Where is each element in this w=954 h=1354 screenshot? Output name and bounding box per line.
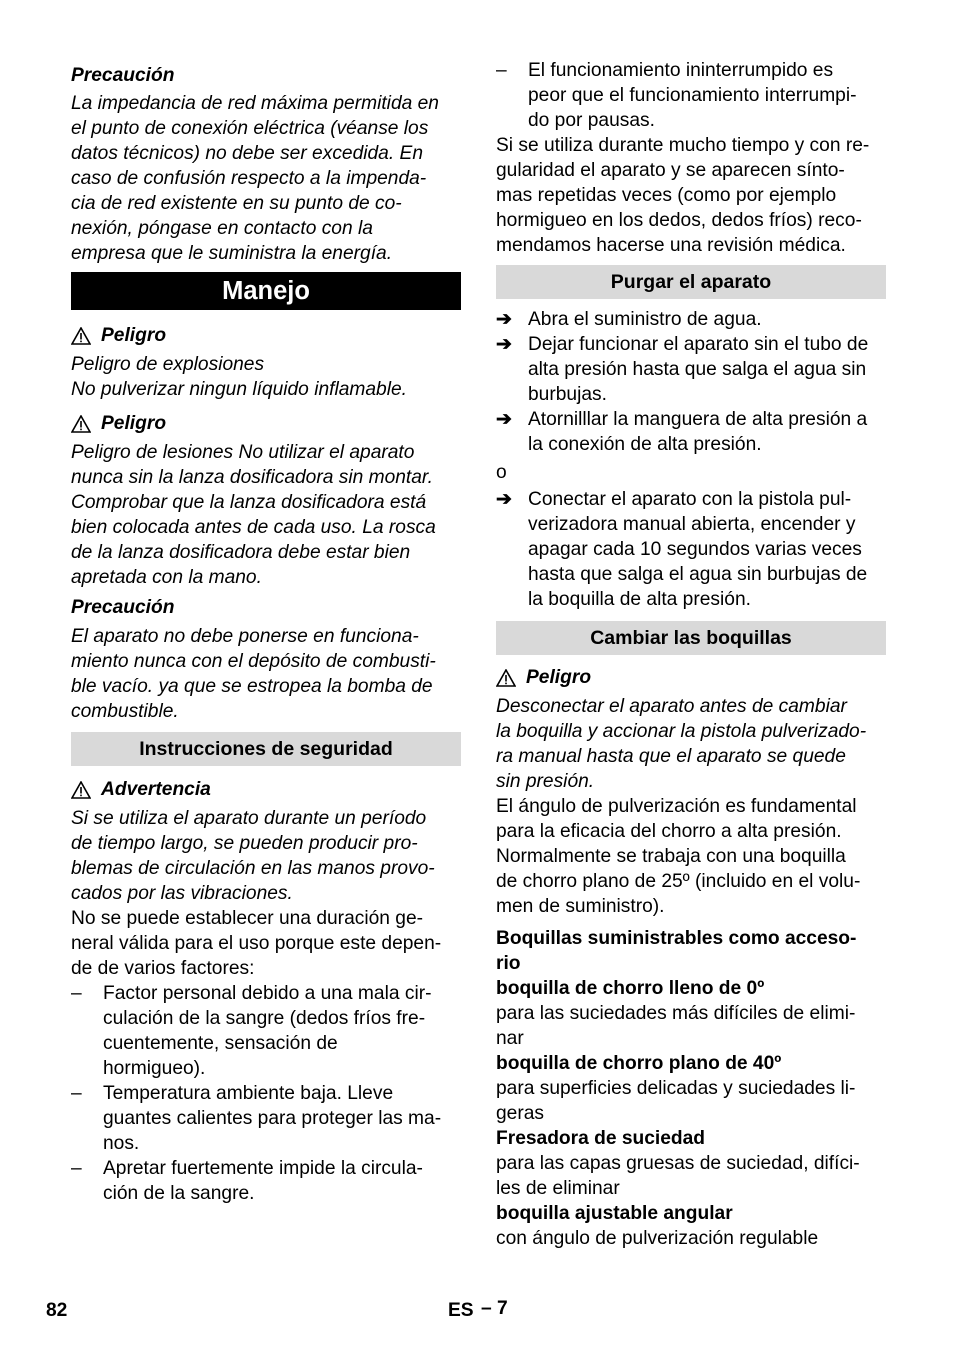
danger-heading bbox=[71, 323, 461, 348]
text-line: gularidad el aparato y se aparecen sínto- bbox=[496, 160, 845, 181]
warning-triangle-icon bbox=[71, 327, 91, 345]
dash-item bbox=[71, 1081, 461, 1156]
arrow-icon: ➔ bbox=[496, 409, 513, 430]
section-title-purge: Purgar el aparato bbox=[496, 265, 886, 299]
text-line: blemas de circulación en las manos provo- bbox=[71, 858, 435, 879]
text-line: Peligro de lesiones No utilizar el aparato bbox=[71, 442, 415, 463]
dash-marker: – bbox=[71, 983, 82, 1004]
warning-triangle-icon bbox=[496, 669, 516, 687]
text-line: les de eliminar bbox=[496, 1178, 620, 1199]
text-line: hormigueo). bbox=[103, 1058, 206, 1079]
arrow-list bbox=[496, 487, 886, 612]
text-line: cuentemente, sensación de bbox=[103, 1033, 338, 1054]
accessory-name: boquilla ajustable angular bbox=[496, 1203, 733, 1224]
dash-item-text bbox=[103, 981, 432, 1081]
text-line: caso de confusión respecto a la impenda- bbox=[71, 168, 427, 189]
warning-triangle-icon bbox=[71, 415, 91, 433]
dash-item bbox=[71, 1156, 461, 1206]
text-line: apagar cada 10 segundos varias veces bbox=[528, 539, 862, 560]
text-line: nexión, póngase en contacto con la bbox=[71, 218, 373, 239]
text-line: ción de la sangre. bbox=[103, 1183, 255, 1204]
dash-item-text bbox=[103, 1156, 423, 1206]
or-separator: o bbox=[496, 462, 507, 483]
arrow-item bbox=[496, 307, 886, 332]
warning-heading-label: Advertencia bbox=[101, 779, 211, 800]
page-number: 82 bbox=[46, 1300, 68, 1321]
text-line: alta presión hasta que salga el agua sin bbox=[528, 359, 867, 380]
warning-heading bbox=[71, 777, 461, 802]
text-line: bien colocada antes de cada uso. La rosca bbox=[71, 517, 436, 538]
text-line: hormigueo en los dedos, dedos fríos) reco- bbox=[496, 210, 862, 231]
text-line: combustible. bbox=[71, 701, 179, 722]
dash-item bbox=[71, 981, 461, 1081]
left-column bbox=[71, 58, 461, 1206]
danger-text bbox=[496, 694, 886, 794]
language-code: ES bbox=[448, 1300, 474, 1321]
dash-marker: – bbox=[71, 1158, 82, 1179]
danger-heading-label: Peligro bbox=[101, 325, 167, 346]
text-line: miento nunca con el depósito de combusti- bbox=[71, 651, 436, 672]
caution-text bbox=[71, 91, 461, 266]
text-line: Desconectar el aparato antes de cambiar bbox=[496, 696, 847, 717]
text-line: sin presión. bbox=[496, 771, 595, 792]
text-line: Atornilllar la manguera de alta presión a bbox=[528, 409, 868, 430]
text-line: de tiempo largo, se pueden producir pro- bbox=[71, 833, 418, 854]
text-line: culación de la sangre (dedos fríos fre- bbox=[103, 1008, 426, 1029]
text-line: Boquillas suministrables como acceso- bbox=[496, 928, 857, 949]
text-line: cia de red existente en su punto de co- bbox=[71, 193, 402, 214]
text-line: El funcionamiento ininterrumpido es bbox=[528, 60, 834, 81]
accessory-description bbox=[496, 1151, 886, 1201]
text-line: Temperatura ambiente baja. Lleve bbox=[103, 1083, 394, 1104]
caution-heading: Precaución bbox=[71, 65, 175, 86]
accessory-description bbox=[496, 1001, 886, 1051]
arrow-item bbox=[496, 487, 886, 612]
text-line: El ángulo de pulverización es fundamental bbox=[496, 796, 857, 817]
dash-item bbox=[496, 58, 886, 133]
text-line: men de suministro). bbox=[496, 896, 665, 917]
dash-marker: – bbox=[71, 1083, 82, 1104]
text-line: peor que el funcionamiento interrumpi- bbox=[528, 85, 857, 106]
accessory-name: Fresadora de suciedad bbox=[496, 1128, 706, 1149]
dash-list bbox=[71, 981, 461, 1206]
text-line: guantes calientes para proteger las ma- bbox=[103, 1108, 442, 1129]
arrow-icon: ➔ bbox=[496, 309, 513, 330]
section-title-manejo: Manejo bbox=[71, 272, 461, 310]
text-line: Peligro de explosiones bbox=[71, 354, 265, 375]
danger-heading bbox=[496, 665, 886, 690]
text-line: No se puede establecer una duración ge- bbox=[71, 908, 424, 929]
text-line: ble vacío. ya que se estropea la bomba de bbox=[71, 676, 433, 697]
text-line: Si se utiliza durante mucho tiempo y con re- bbox=[496, 135, 870, 156]
text-line: con ángulo de pulverización regulable bbox=[496, 1228, 819, 1249]
accessory-name: boquilla de chorro lleno de 0º bbox=[496, 978, 765, 999]
text-line: hasta que salga el agua sin burbujas de bbox=[528, 564, 868, 585]
arrow-item-text bbox=[528, 487, 867, 612]
text-line: apretada con la mano. bbox=[71, 567, 262, 588]
dash-item-text bbox=[528, 58, 857, 133]
text-line: datos técnicos) no debe ser excedida. En bbox=[71, 143, 423, 164]
accessory-list bbox=[496, 976, 886, 1251]
section-title-nozzles: Cambiar las boquillas bbox=[496, 621, 886, 655]
text-line: mendamos hacerse una revisión médica. bbox=[496, 235, 846, 256]
text-line: nos. bbox=[103, 1133, 140, 1154]
dash-item-text bbox=[103, 1081, 441, 1156]
right-column bbox=[496, 58, 886, 1251]
accessory-description bbox=[496, 1226, 886, 1251]
text-line: nar bbox=[496, 1028, 524, 1049]
text-line: do por pausas. bbox=[528, 110, 655, 131]
text-line: Apretar fuertemente impide la circula- bbox=[103, 1158, 423, 1179]
arrow-item-text bbox=[528, 307, 762, 332]
text-line: geras bbox=[496, 1103, 544, 1124]
text-line: Si se utiliza el aparato durante un período bbox=[71, 808, 427, 829]
text-line: la boquilla y accionar la pistola pulverizado- bbox=[496, 721, 867, 742]
text-line: Normalmente se trabaja con una boquilla bbox=[496, 846, 846, 867]
danger-heading-label: Peligro bbox=[526, 667, 592, 688]
text-line: Comprobar que la lanza dosificadora está bbox=[71, 492, 427, 513]
text-line: de la lanza dosificadora debe estar bien bbox=[71, 542, 411, 563]
text-line: La impedancia de red máxima permitida en bbox=[71, 93, 439, 114]
sub-page-number: – 7 bbox=[481, 1298, 508, 1319]
danger-text bbox=[71, 352, 461, 402]
text-line: nunca sin la lanza dosificadora sin montar. bbox=[71, 467, 433, 488]
danger-heading bbox=[71, 411, 461, 436]
section-title-safety: Instrucciones de seguridad bbox=[71, 732, 461, 766]
text-line: para la eficacia del chorro a alta presión. bbox=[496, 821, 842, 842]
body-paragraph bbox=[496, 133, 886, 258]
arrow-item bbox=[496, 332, 886, 407]
text-line: para las capas gruesas de suciedad, difíci- bbox=[496, 1153, 860, 1174]
text-line: Conectar el aparato con la pistola pul- bbox=[528, 489, 852, 510]
arrow-icon: ➔ bbox=[496, 334, 513, 355]
text-line: el punto de conexión eléctrica (véanse los bbox=[71, 118, 429, 139]
text-line: de chorro plano de 25º (incluido en el volu- bbox=[496, 871, 861, 892]
text-line: El aparato no debe ponerse en funciona- bbox=[71, 626, 419, 647]
caution-text bbox=[71, 624, 461, 724]
text-line: la boquilla de alta presión. bbox=[528, 589, 751, 610]
arrow-icon: ➔ bbox=[496, 489, 513, 510]
accessory-name: boquilla de chorro plano de 40º bbox=[496, 1053, 782, 1074]
text-line: verizadora manual abierta, encender y bbox=[528, 514, 856, 535]
arrow-item bbox=[496, 407, 886, 457]
arrow-list bbox=[496, 307, 886, 457]
text-line: neral válida para el uso porque este depen- bbox=[71, 933, 442, 954]
body-paragraph bbox=[496, 794, 886, 919]
text-line: burbujas. bbox=[528, 384, 607, 405]
text-line: empresa que le suministra la energía. bbox=[71, 243, 393, 264]
text-line: Dejar funcionar el aparato sin el tubo de bbox=[528, 334, 869, 355]
dash-marker: – bbox=[496, 60, 507, 81]
text-line: Factor personal debido a una mala cir- bbox=[103, 983, 432, 1004]
text-line: rio bbox=[496, 953, 521, 974]
text-line: de de varios factores: bbox=[71, 958, 255, 979]
text-line: para superficies delicadas y suciedades li- bbox=[496, 1078, 856, 1099]
arrow-item-text bbox=[528, 332, 868, 407]
danger-heading-label: Peligro bbox=[101, 413, 167, 434]
text-line: cados por las vibraciones. bbox=[71, 883, 293, 904]
arrow-item-text bbox=[528, 407, 867, 457]
warning-triangle-icon bbox=[71, 781, 91, 799]
text-line: mas repetidas veces (como por ejemplo bbox=[496, 185, 837, 206]
text-line: ra manual hasta que el aparato se quede bbox=[496, 746, 846, 767]
text-line: la conexión de alta presión. bbox=[528, 434, 762, 455]
accessories-heading bbox=[496, 926, 886, 976]
danger-text bbox=[71, 440, 461, 590]
text-line: para las suciedades más difíciles de elimi- bbox=[496, 1003, 856, 1024]
warning-text bbox=[71, 806, 461, 906]
text-line: No pulverizar ningun líquido inflamable. bbox=[71, 379, 407, 400]
text-line: Abra el suministro de agua. bbox=[528, 309, 762, 330]
accessory-description bbox=[496, 1076, 886, 1126]
caution-heading: Precaución bbox=[71, 597, 175, 618]
body-paragraph bbox=[71, 906, 461, 981]
